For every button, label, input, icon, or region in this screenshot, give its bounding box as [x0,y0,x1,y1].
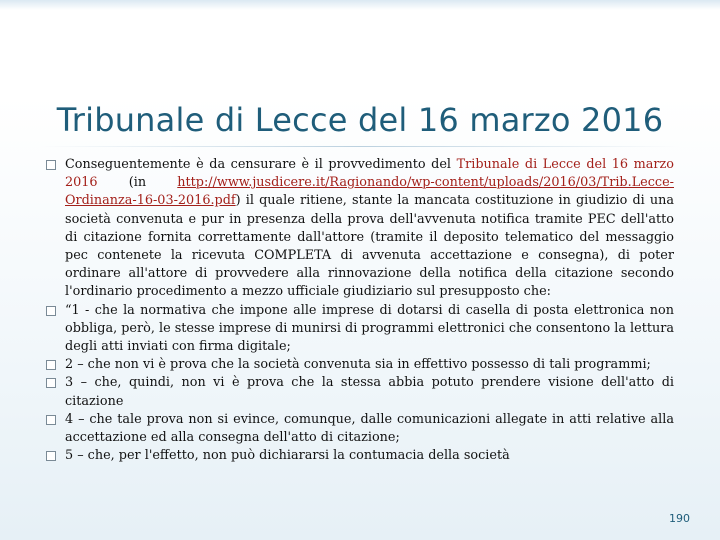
bullet-4-text: 3 – che, quindi, non vi è prova che la stessa abbia potuto prendere visione dell'atto di citazione [65,375,674,409]
square-bullet-icon [46,160,56,170]
bullet-3-text: 2 – che non vi è prova che la società convenuta sia in effettivo possesso di tali programmi; [65,357,651,373]
ordinance-link[interactable]: http://www.jusdicere.it/Ragionando/wp-content/uploads/2016/03/Trib.Lecce-Ordinanza-16-03-2016.pdf [65,175,674,209]
bullet-1-text-paren: (in [97,175,178,191]
bullet-1-text-start: Conseguentemente è da censurare è il provvedimento del [65,157,457,172]
slide-body [46,156,674,465]
square-bullet-icon [46,360,56,370]
bullet-item-5 [46,411,674,447]
title-divider [40,146,680,147]
bullet-1-text-end: ) il quale ritiene, stante la mancata costituzione in giudizio di una società convenuta e pur in presenza della prova dell'avvenuta notifica tramite PEC dell'atto di citazione fornita correttamente dall'attore (tramite il deposito telematico del messaggio pec contenete la ricevuta COMPLETA di avvenuta accettazione e consegna), di poter ordinare all'attore di provvedere alla rinnovazione della notifica della citazione secondo l'ordinario procedimento a mezzo ufficiale giudiziario sul presupposto che: [65,193,674,300]
bullet-item-4 [46,374,674,410]
bullet-6-text: 5 – che, per l'effetto, non può dichiararsi la contumacia della società [65,448,510,464]
top-decorative-band [0,0,720,10]
court-reference: Tribunale di Lecce del 16 marzo 2016 [65,157,674,191]
square-bullet-icon [46,451,56,461]
bullet-5-text: 4 – che tale prova non si evince, comunque, dalle comunicazioni allegate in atti relative alla accettazione ed alla consegna dell'atto di citazione; [65,411,674,446]
square-bullet-icon [46,306,56,316]
bullet-2-text: “1 - che la normativa che impone alle imprese di dotarsi di casella di posta elettronica non obbliga, però, le stesse imprese di munirsi di programmi elettronici che consentono la lettura degli atti inviati con firma digitale; [65,302,674,355]
bullet-item-3 [46,356,674,374]
page-number: 190 [669,512,690,525]
square-bullet-icon [46,378,56,388]
slide-title: Tribunale di Lecce del 16 marzo 2016 [56,101,664,139]
bullet-item-2 [46,302,674,357]
bullet-item-6 [46,447,674,465]
bullet-item-1 [46,156,674,302]
square-bullet-icon [46,415,56,425]
